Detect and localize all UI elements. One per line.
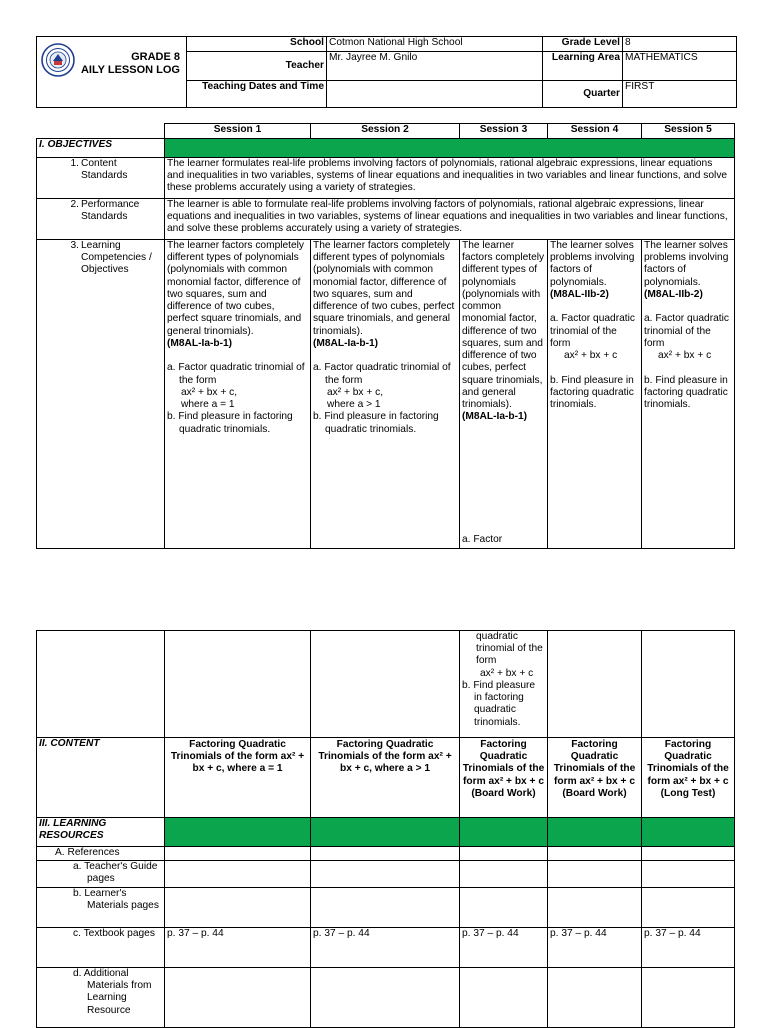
competencies-session-4 (548, 240, 642, 549)
s4-b: b. Find pleasure in factoring quadratic trinomials. (550, 374, 634, 411)
lm-cell-1 (165, 888, 311, 928)
teacher-value: Mr. Jayree M. Gnilo (327, 52, 543, 81)
continuation-session-3 (460, 631, 548, 738)
s5-a: a. Factor quadratic trinomial of the form (644, 313, 729, 349)
continuation-session-5 (642, 631, 735, 738)
content-heading: II. CONTENT (37, 738, 165, 818)
s4-code: (M8AL-IIb-2) (550, 288, 609, 300)
s1-a: a. Factor quadratic trinomial of the form (167, 362, 305, 386)
dates-label: Teaching Dates and Time (187, 81, 327, 108)
s3-b: b. Find pleasure in factoring quadratic trinomials. (462, 679, 536, 728)
additional-cell-1 (165, 968, 311, 1028)
school-label: School (187, 37, 327, 52)
s1-b: b. Find pleasure in factoring quadratic trinomials. (167, 411, 293, 435)
content-standards-label: Content Standards (81, 158, 128, 182)
objectives-heading: I. OBJECTIVES (37, 139, 165, 158)
grade-level-value: 8 (623, 37, 737, 52)
tg-cell-2 (311, 861, 460, 888)
content-session-5: Factoring Quadratic Trinomials of the form ax² + bx + c (Long Test) (642, 738, 735, 818)
session-header-3: Session 3 (460, 124, 548, 139)
s2-formula: ax² + bx + c, (327, 386, 384, 398)
textbook-pages-5: p. 37 – p. 44 (642, 928, 735, 968)
competencies-session-5 (642, 240, 735, 549)
references-cell-5 (642, 847, 735, 861)
s3-a: a. Factor (462, 533, 503, 545)
textbook-pages-4: p. 37 – p. 44 (548, 928, 642, 968)
references-cell-3 (460, 847, 548, 861)
s4-a: a. Factor quadratic trinomial of the form (550, 313, 635, 349)
resources-green-3 (460, 818, 548, 847)
s4-intro: The learner solves problems involving factors of polynomials. (550, 240, 635, 288)
school-value: Cotmon National High School (327, 37, 543, 52)
tg-cell-4 (548, 861, 642, 888)
additional-label: d. Additional Materials from Learning Resource (37, 968, 165, 1028)
teacher-label: Teacher (187, 52, 327, 81)
lm-label: b. Learner's Materials pages (37, 888, 165, 928)
competencies-label-cell (37, 240, 165, 549)
s4-formula: ax² + bx + c (564, 350, 618, 362)
session-header-2: Session 2 (311, 124, 460, 139)
lm-cell-3 (460, 888, 548, 928)
content-session-3: Factoring Quadratic Trinomials of the form ax² + bx + c (Board Work) (460, 738, 548, 818)
s3-code: (M8AL-Ia-b-1) (462, 411, 528, 423)
s2-intro: The learner factors completely different types of polynomials (polynomials with common monomial factor, difference of two squares, sum and difference of two cubes, perfect square trinomials, and general trinomials). (313, 240, 455, 337)
textbook-pages-2: p. 37 – p. 44 (311, 928, 460, 968)
objectives-table (36, 123, 735, 549)
grade-level-label: Grade Level (543, 37, 623, 52)
performance-standards-text: The learner is able to formulate real-life problems involving factors of polynomials, rational algebraic expressions, linear equations and inequalities in two variables, systems of linear equations and inequalities in two variables and linear functions, and solve these problems accurately using a variety of strategies. (165, 199, 735, 240)
s2-code: (M8AL-Ia-b-1) (313, 337, 379, 349)
additional-cell-5 (642, 968, 735, 1028)
s5-intro: The learner solves problems involving factors of polynomials. (644, 240, 729, 288)
s1-intro: The learner factors completely different types of polynomials (polynomials with common monomial factor, difference of two squares, sum and difference of two cubes, perfect square trinomials, and general trinomials). (167, 240, 305, 337)
additional-cell-4 (548, 968, 642, 1028)
content-standards-num: 1. (70, 158, 79, 169)
content-standards-label-cell (37, 158, 165, 199)
continuation-label-cell (37, 631, 165, 738)
s1-formula: ax² + bx + c, (181, 386, 238, 398)
content-session-1: Factoring Quadratic Trinomials of the form ax² + bx + c, where a = 1 (165, 738, 311, 818)
session-header-5: Session 5 (642, 124, 735, 139)
s5-b: b. Find pleasure in factoring quadratic trinomials. (644, 374, 728, 411)
competencies-session-2 (311, 240, 460, 549)
resources-green-2 (311, 818, 460, 847)
s5-formula: ax² + bx + c (658, 350, 712, 362)
resources-green-5 (642, 818, 735, 847)
s1-cond: where a = 1 (181, 399, 235, 411)
performance-standards-label: Performance Standards (81, 199, 140, 223)
s2-cond: where a > 1 (327, 399, 381, 411)
content-session-4: Factoring Quadratic Trinomials of the form ax² + bx + c (Board Work) (548, 738, 642, 818)
references-cell-1 (165, 847, 311, 861)
s3-cont: quadratic trinomial of the form (476, 631, 543, 667)
deped-seal-icon (41, 43, 75, 77)
s1-code: (M8AL-Ia-b-1) (167, 337, 233, 349)
lesson-log-title: AILY LESSON LOG (80, 64, 180, 77)
dates-value (327, 81, 543, 108)
performance-standards-num: 2. (70, 199, 79, 210)
tg-cell-3 (460, 861, 548, 888)
lm-cell-4 (548, 888, 642, 928)
additional-cell-3 (460, 968, 548, 1028)
performance-standards-label-cell (37, 199, 165, 240)
lm-cell-5 (642, 888, 735, 928)
s3-intro: The learner factors completely different types of polynomials (polynomials with common monomial factor, difference of two squares, sum and difference of two cubes, perfect square trinomials, and general trinomials). (462, 240, 545, 411)
session-header-1: Session 1 (165, 124, 311, 139)
textbook-label: c. Textbook pages (37, 928, 165, 968)
s3-formula: ax² + bx + c (480, 667, 534, 679)
s5-code: (M8AL-IIb-2) (644, 288, 703, 300)
quarter-label: Quarter (543, 81, 623, 108)
competencies-session-1 (165, 240, 311, 549)
content-resources-table (36, 630, 735, 1028)
references-cell-4 (548, 847, 642, 861)
objectives-green-band (165, 139, 735, 158)
s2-b: b. Find pleasure in factoring quadratic trinomials. (313, 411, 439, 435)
tg-cell-5 (642, 861, 735, 888)
additional-cell-2 (311, 968, 460, 1028)
quarter-value: FIRST (623, 81, 737, 108)
tg-label: a. Teacher's Guide pages (37, 861, 165, 888)
continuation-session-4 (548, 631, 642, 738)
grade-title: GRADE 8 (131, 51, 180, 63)
continuation-session-2 (311, 631, 460, 738)
s2-a: a. Factor quadratic trinomial of the form (313, 362, 451, 386)
competencies-num: 3. (70, 240, 79, 251)
resources-green-4 (548, 818, 642, 847)
references-cell-2 (311, 847, 460, 861)
continuation-session-1 (165, 631, 311, 738)
learning-area-value: MATHEMATICS (623, 52, 737, 81)
header-logo-cell (37, 37, 187, 108)
lm-cell-2 (311, 888, 460, 928)
resources-heading: III. LEARNING RESOURCES (37, 818, 165, 847)
textbook-pages-3: p. 37 – p. 44 (460, 928, 548, 968)
tg-cell-1 (165, 861, 311, 888)
competencies-label: Learning Competencies / Objectives (81, 240, 152, 276)
textbook-pages-1: p. 37 – p. 44 (165, 928, 311, 968)
learning-area-label: Learning Area (543, 52, 623, 81)
content-session-2: Factoring Quadratic Trinomials of the form ax² + bx + c, where a > 1 (311, 738, 460, 818)
references-label: A. References (37, 847, 165, 861)
blank-corner (37, 124, 165, 139)
competencies-session-3 (460, 240, 548, 549)
resources-green-1 (165, 818, 311, 847)
content-standards-text: The learner formulates real-life problems involving factors of polynomials, rational algebraic expressions, linear equations and inequalities in two variables, systems of linear equations and inequalities in two variables and linear functions, and solve these problems accurately using a variety of strategies. (165, 158, 735, 199)
header-table (36, 36, 737, 108)
session-header-4: Session 4 (548, 124, 642, 139)
